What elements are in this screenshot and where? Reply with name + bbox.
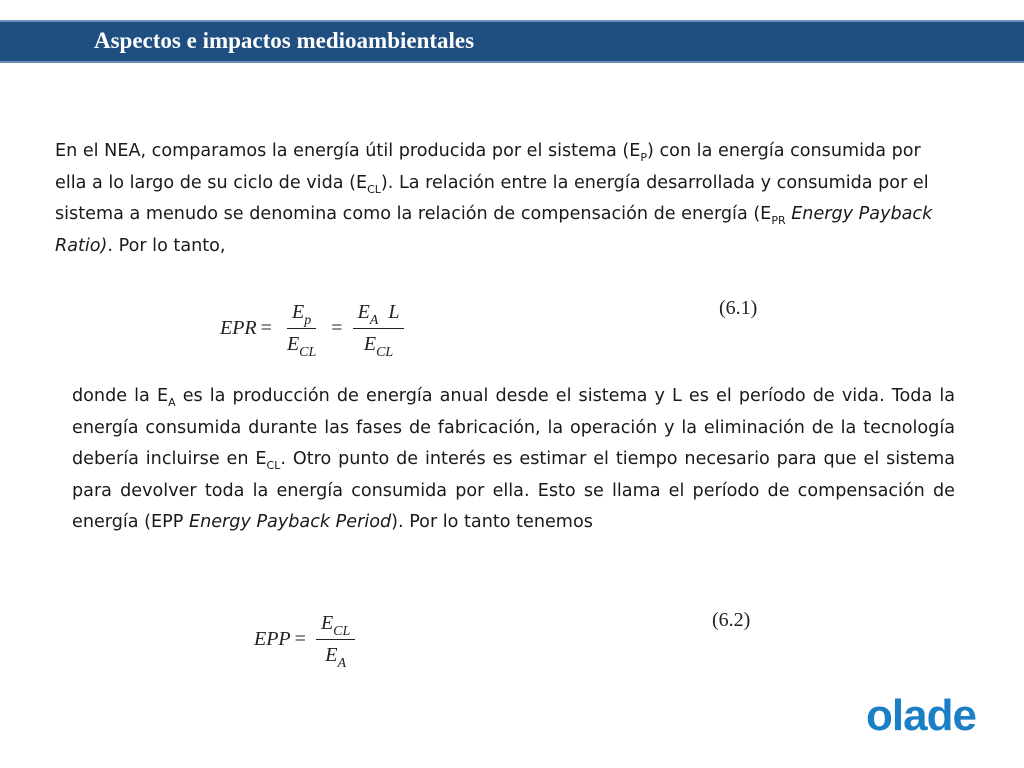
- epr-lhs: EPR: [220, 316, 257, 339]
- epr-frac1-denominator: $E_{CL}$: [286, 332, 317, 360]
- equation-number-6-1: (6.1): [719, 297, 758, 319]
- intro-paragraph: [55, 136, 935, 262]
- epr-fraction-2: [353, 300, 405, 360]
- epr-frac2-denominator: $E_{CL}$: [363, 332, 394, 360]
- epp-denominator: $E_A$: [325, 643, 346, 671]
- epr-equals-2: =: [331, 316, 343, 339]
- body-text-2: es la producción de energía anual desde el sistema y L es el período de vida. Toda la energía consumida durante las fases de fabricación, la operación y la eliminación de la tecnología debería incluirse en E: [72, 386, 955, 469]
- body-sub-cl: CL: [266, 459, 281, 472]
- intro-sub-p: P: [640, 151, 648, 164]
- intro-sub-cl: CL: [367, 182, 381, 196]
- body-paragraph: [72, 381, 955, 539]
- intro-text-2: ) con la energía consumida por ella a lo largo de su ciclo de vida (E: [55, 141, 921, 193]
- intro-text-4: . Por lo tanto,: [107, 235, 226, 256]
- body-sub-a: A: [168, 396, 176, 409]
- intro-text-3: ). La relación entre la energía desarrollada y consumida por el sistema a menudo se denomina como la relación de compensación de energía (E: [55, 172, 929, 224]
- intro-sub-pr: PR: [771, 214, 786, 227]
- body-text-3: . Otro punto de interés es estimar el tiempo necesario para que el sistema para devolver toda la energía consumida por ella. Esto se llama el período de compensación de energía (EPP: [72, 449, 955, 532]
- equation-epr: [220, 291, 410, 365]
- body-text-4: ). Por lo tanto tenemos: [391, 512, 593, 532]
- epr-frac2-numerator: $E_A$ L: [353, 301, 405, 329]
- header-bar: [0, 20, 1024, 63]
- epr-frac1-numerator: $E_p$: [287, 301, 316, 329]
- intro-italic-term: Energy Payback Ratio): [55, 204, 933, 256]
- epr-fraction-1: [282, 300, 321, 360]
- body-italic-term: Energy Payback Period: [188, 512, 392, 532]
- body-text-1: donde la E: [72, 386, 169, 406]
- epp-equals: =: [294, 627, 306, 650]
- equation-number-6-2: (6.2): [712, 609, 751, 631]
- intro-text-1: En el NEA, comparamos la energía útil producida por el sistema (E: [55, 141, 641, 161]
- page-title: Aspectos e impactos medioambientales: [94, 28, 475, 53]
- epp-lhs: EPP: [254, 627, 291, 650]
- olade-logo: olade: [866, 691, 976, 740]
- equation-epp: [254, 605, 361, 673]
- epp-numerator: $E_{CL}$: [316, 612, 355, 640]
- epr-equals-1: =: [260, 316, 272, 339]
- epp-fraction: [316, 611, 355, 671]
